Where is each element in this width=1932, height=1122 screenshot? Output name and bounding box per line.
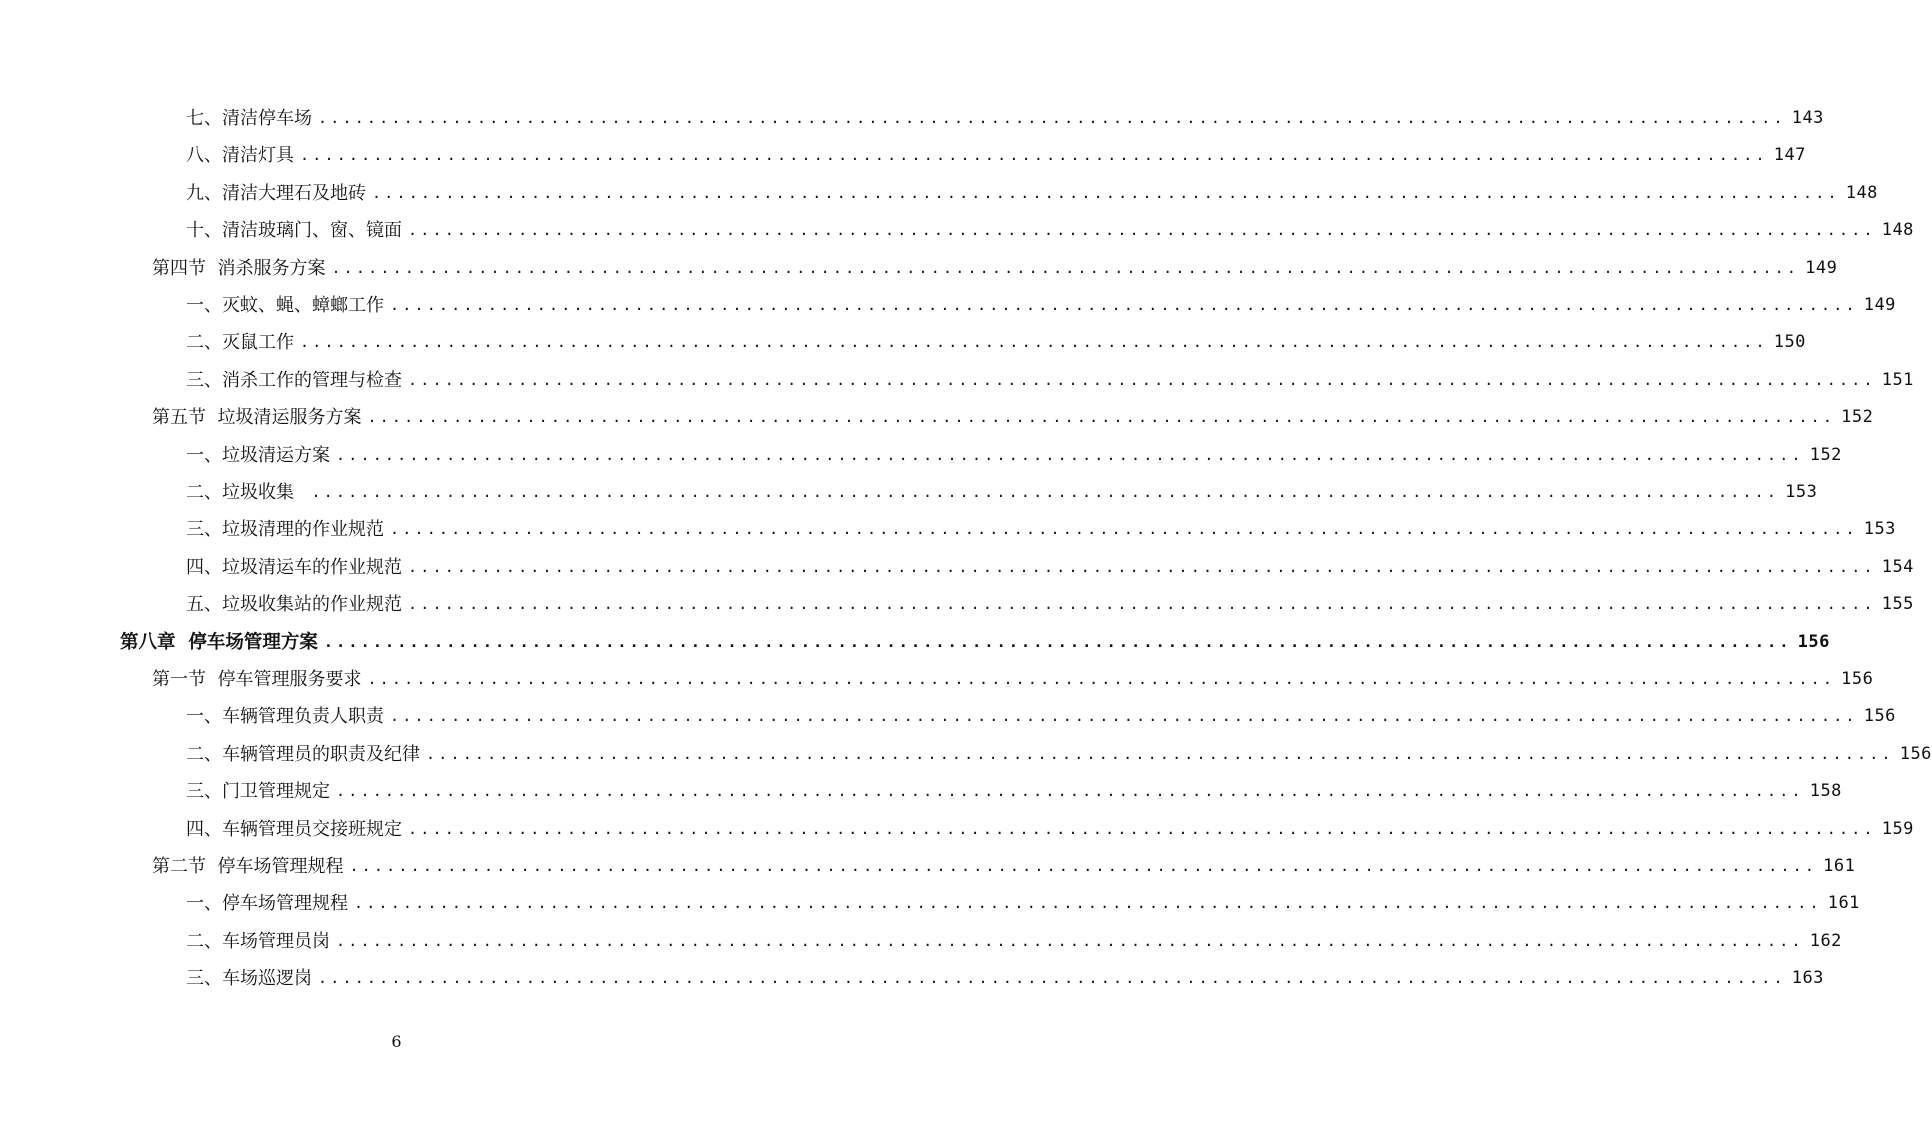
toc-entry-label: 第一节 停车管理服务要求 xyxy=(152,669,362,690)
dot-leader: ........................................................................................................................ xyxy=(336,782,1804,801)
toc-entry-page: 156 xyxy=(1899,743,1932,764)
toc-entry-item[interactable] xyxy=(186,100,1824,137)
toc-entry-page: 156 xyxy=(1863,706,1896,727)
toc-entry-item[interactable] xyxy=(186,698,1896,735)
toc-entry-item[interactable] xyxy=(186,175,1878,212)
toc-entry-label: 三、垃圾清理的作业规范 xyxy=(186,519,384,541)
toc-entry-page: 152 xyxy=(1841,407,1874,428)
toc-entry-label: 第八章 停车场管理方案 xyxy=(120,631,318,653)
dot-leader: ........................................................................................................................ xyxy=(323,632,1792,651)
toc-entry-item[interactable] xyxy=(186,549,1914,586)
toc-entry-page: 152 xyxy=(1809,444,1842,465)
toc-entry-item[interactable] xyxy=(186,511,1896,548)
toc-entry-page: 156 xyxy=(1797,631,1830,652)
dot-leader: ........................................................................................................................ xyxy=(408,221,1876,240)
toc-entry-label: 第五节 垃圾清运服务方案 xyxy=(152,407,362,429)
dot-leader: ........................................................................................................................ xyxy=(426,744,1894,763)
toc-entry-label: 一、灭蚊、蝇、蟑螂工作 xyxy=(186,295,384,316)
dot-leader: ........................................................................................................................ xyxy=(336,931,1804,950)
toc-entry-section[interactable] xyxy=(152,399,1874,436)
toc-entry-item[interactable] xyxy=(186,960,1824,997)
toc-entry-page: 156 xyxy=(1841,669,1874,689)
toc-entry-page: 159 xyxy=(1881,818,1914,839)
toc-entry-label: 三、车场巡逻岗 xyxy=(186,968,312,990)
dot-leader: ........................................................................................................................ xyxy=(408,557,1876,576)
toc-entry-label: 一、停车场管理规程 xyxy=(186,893,348,915)
dot-leader: ........................................................................................................................ xyxy=(300,146,1768,165)
toc-entry-label: 四、垃圾清运车的作业规范 xyxy=(186,556,402,578)
dot-leader: ........................................................................................................................ xyxy=(318,109,1786,127)
dot-leader: ........................................................................................................................ xyxy=(390,296,1858,314)
dot-leader: ........................................................................................................................ xyxy=(336,445,1804,464)
toc-entry-item[interactable] xyxy=(186,212,1914,249)
toc-entry-label: 八、清洁灯具 xyxy=(186,145,294,167)
dot-leader: ........................................................................................................................ xyxy=(318,969,1786,988)
toc-entry-item[interactable] xyxy=(186,923,1842,960)
toc-entry-label: 一、车辆管理负责人职责 xyxy=(186,706,384,728)
toc-entry-label: 二、垃圾收集 xyxy=(186,482,306,503)
toc-entry-page: 147 xyxy=(1773,145,1806,166)
toc-entry-page: 161 xyxy=(1827,893,1860,914)
page-number: 6 xyxy=(391,1032,402,1051)
toc-entry-page: 149 xyxy=(1863,295,1896,315)
toc-entry-item[interactable] xyxy=(186,137,1806,174)
toc-entry-page: 153 xyxy=(1863,519,1896,540)
toc-entry-label: 二、车场管理员岗 xyxy=(186,930,330,952)
dot-leader: ........................................................................................................................ xyxy=(408,819,1876,838)
dot-leader: ........................................................................................................................ xyxy=(311,483,1780,501)
toc-entry-label: 四、车辆管理员交接班规定 xyxy=(186,818,402,840)
toc-entry-item[interactable] xyxy=(186,885,1860,922)
toc-entry-page: 143 xyxy=(1791,108,1824,128)
toc-entry-page: 158 xyxy=(1809,781,1842,802)
toc-entry-label: 二、灭鼠工作 xyxy=(186,332,294,354)
toc-entry-page: 150 xyxy=(1773,332,1806,353)
toc-entry-label: 九、清洁大理石及地砖 xyxy=(186,182,366,204)
dot-leader: ........................................................................................................................ xyxy=(367,670,1836,688)
toc-entry-label: 三、门卫管理规定 xyxy=(186,781,330,803)
dot-leader: ........................................................................................................................ xyxy=(390,707,1858,726)
toc-entry-chapter[interactable] xyxy=(120,624,1830,661)
toc-entry-label: 三、消杀工作的管理与检查 xyxy=(186,369,402,391)
toc-entry-label: 第四节 消杀服务方案 xyxy=(152,257,326,279)
toc-entry-label: 一、垃圾清运方案 xyxy=(186,444,330,466)
toc-entry-section[interactable] xyxy=(152,250,1838,287)
toc-entry-page: 163 xyxy=(1791,968,1824,989)
toc-entry-page: 153 xyxy=(1785,482,1818,502)
toc-entry-item[interactable] xyxy=(186,586,1914,623)
toc-entry-item[interactable] xyxy=(186,362,1914,399)
toc-entry-label: 七、清洁停车场 xyxy=(186,108,312,129)
toc-entry-item[interactable] xyxy=(186,324,1806,361)
toc-entry-label: 第二节 停车场管理规程 xyxy=(152,856,344,877)
toc-entry-page: 149 xyxy=(1805,257,1838,278)
toc-entry-page: 155 xyxy=(1881,594,1914,615)
toc-entry-label: 五、垃圾收集站的作业规范 xyxy=(186,594,402,616)
toc-entry-item[interactable] xyxy=(186,437,1842,474)
toc-entry-item[interactable] xyxy=(186,287,1896,324)
toc-entry-section[interactable] xyxy=(152,848,1856,885)
dot-leader: ........................................................................................................................ xyxy=(390,520,1858,539)
dot-leader: ........................................................................................................................ xyxy=(367,408,1836,427)
toc-entry-section[interactable] xyxy=(152,661,1874,698)
dot-leader: ........................................................................................................................ xyxy=(331,258,1800,277)
toc-entry-page: 148 xyxy=(1881,220,1914,241)
dot-leader: ........................................................................................................................ xyxy=(408,370,1876,389)
dot-leader: ........................................................................................................................ xyxy=(408,595,1876,614)
dot-leader: ........................................................................................................................ xyxy=(372,183,1840,202)
dot-leader: ........................................................................................................................ xyxy=(354,894,1822,913)
dot-leader: ........................................................................................................................ xyxy=(349,857,1818,875)
toc-entry-page: 151 xyxy=(1881,369,1914,390)
toc-entry-label: 二、车辆管理员的职责及纪律 xyxy=(186,743,420,765)
toc-entry-page: 148 xyxy=(1845,182,1878,203)
toc-entry-item[interactable] xyxy=(186,773,1842,810)
toc-entry-item[interactable] xyxy=(186,736,1932,773)
dot-leader: ........................................................................................................................ xyxy=(300,333,1768,352)
toc-entry-item[interactable] xyxy=(186,811,1914,848)
toc-entry-page: 154 xyxy=(1881,556,1914,577)
toc-entry-page: 162 xyxy=(1809,930,1842,951)
toc-entry-label: 十、清洁玻璃门、窗、镜面 xyxy=(186,220,402,242)
toc-entry-item[interactable] xyxy=(186,474,1818,511)
toc-entry-page: 161 xyxy=(1823,856,1856,876)
